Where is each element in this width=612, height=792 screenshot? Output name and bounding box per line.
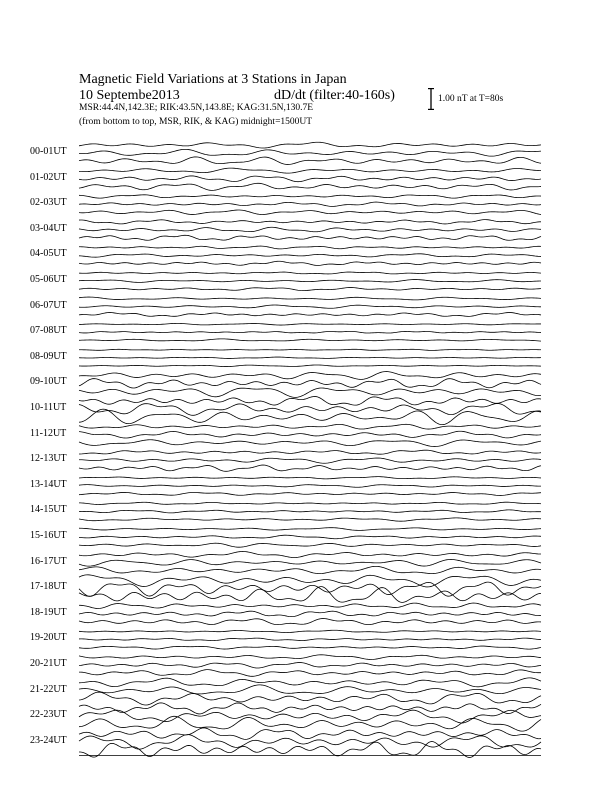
row-label-15-16UT: 15-16UT	[30, 530, 67, 541]
row-label-12-13UT: 12-13UT	[30, 453, 67, 465]
row-label-10-11UT: 10-11UT	[30, 402, 67, 413]
stations-label: MSR:44.4N,142.3E; RIK:43.5N,143.8E; KAG:31.5N,130.7E	[79, 103, 314, 113]
trace-RIK-08-09UT	[79, 357, 541, 358]
row-label-08-09UT: 08-09UT	[30, 350, 67, 362]
trace-RIK-16-17UT	[79, 559, 541, 566]
row-label-11-12UT: 11-12UT	[30, 427, 67, 439]
trace-KAG-02-03UT	[79, 210, 541, 214]
trace-MSR-20-21UT	[79, 655, 541, 660]
trace-RIK-23-24UT	[79, 735, 541, 750]
trace-MSR-14-15UT	[79, 502, 541, 504]
row-label-04-05UT: 04-05UT	[30, 248, 67, 260]
trace-RIK-05-06UT	[79, 280, 541, 283]
trace-RIK-09-10UT	[79, 379, 541, 388]
trace-MSR-11-12UT	[79, 424, 541, 429]
trace-KAG-03-04UT	[79, 235, 541, 240]
trace-MSR-03-04UT	[79, 220, 541, 224]
chart-title: Magnetic Field Variations at 3 Stations in Japan	[79, 72, 347, 87]
trace-RIK-07-08UT	[79, 331, 541, 333]
trace-KAG-16-17UT	[79, 566, 541, 573]
trace-KAG-00-01UT	[79, 157, 541, 165]
trace-MSR-06-07UT	[79, 297, 541, 300]
trace-RIK-10-11UT	[79, 404, 541, 416]
trace-MSR-13-14UT	[79, 477, 541, 479]
trace-MSR-19-20UT	[79, 630, 541, 632]
trace-MSR-00-01UT	[79, 142, 541, 148]
trace-MSR-17-18UT	[79, 575, 541, 587]
row-label-09-10UT: 09-10UT	[30, 376, 67, 388]
trace-MSR-12-13UT	[79, 450, 541, 454]
row-label-14-15UT: 14-15UT	[30, 504, 67, 516]
trace-MSR-23-24UT	[79, 728, 541, 739]
trace-KAG-08-09UT	[79, 365, 541, 367]
trace-KAG-12-13UT	[79, 465, 541, 471]
trace-MSR-16-17UT	[79, 551, 541, 557]
trace-RIK-19-20UT	[79, 638, 541, 641]
trace-MSR-04-05UT	[79, 246, 541, 249]
row-label-23-24UT: 23-24UT	[30, 734, 67, 746]
trace-MSR-01-02UT	[79, 168, 541, 173]
row-label-13-14UT: 13-14UT	[30, 478, 67, 490]
trace-MSR-15-16UT	[79, 528, 541, 531]
trace-RIK-13-14UT	[79, 485, 541, 488]
trace-RIK-17-18UT	[79, 582, 541, 596]
trace-KAG-15-16UT	[79, 543, 541, 547]
row-label-18-19UT: 18-19UT	[30, 606, 67, 618]
trace-MSR-07-08UT	[79, 323, 541, 325]
row-label-22-23UT: 22-23UT	[30, 709, 67, 721]
trace-MSR-18-19UT	[79, 603, 541, 608]
trace-KAG-11-12UT	[79, 440, 541, 447]
trace-MSR-09-10UT	[79, 372, 541, 380]
trace-MSR-02-03UT	[79, 195, 541, 198]
trace-RIK-06-07UT	[79, 305, 541, 308]
row-label-07-08UT: 07-08UT	[30, 325, 67, 337]
row-label-00-01UT: 00-01UT	[30, 146, 67, 157]
row-label-21-22UT: 21-22UT	[30, 683, 67, 695]
trace-RIK-18-19UT	[79, 611, 541, 617]
trace-RIK-02-03UT	[79, 202, 541, 206]
trace-KAG-10-11UT	[79, 409, 541, 424]
row-label-02-03UT: 02-03UT	[30, 197, 67, 209]
trace-RIK-20-21UT	[79, 663, 541, 669]
row-label-01-02UT: 01-02UT	[30, 171, 67, 183]
station-order-note: (from bottom to top, MSR, RIK, & KAG) midnight=1500UT	[79, 117, 313, 127]
row-label-03-04UT: 03-04UT	[30, 222, 67, 234]
trace-MSR-21-22UT	[79, 678, 541, 687]
row-label-19-20UT: 19-20UT	[30, 632, 67, 644]
trace-MSR-05-06UT	[79, 272, 541, 274]
row-label-20-21UT: 20-21UT	[30, 658, 67, 669]
trace-KAG-18-19UT	[79, 619, 541, 625]
trace-RIK-04-05UT	[79, 254, 541, 257]
trace-RIK-22-23UT	[79, 710, 541, 723]
trace-KAG-07-08UT	[79, 339, 541, 341]
trace-RIK-14-15UT	[79, 510, 541, 513]
row-label-16-17UT: 16-17UT	[30, 555, 67, 567]
trace-KAG-22-23UT	[79, 716, 541, 731]
trace-RIK-11-12UT	[79, 431, 541, 438]
trace-KAG-09-10UT	[79, 388, 541, 397]
trace-KAG-14-15UT	[79, 518, 541, 521]
trace-RIK-03-04UT	[79, 227, 541, 232]
trace-RIK-12-13UT	[79, 458, 541, 463]
trace-KAG-06-07UT	[79, 313, 541, 317]
trace-KAG-19-20UT	[79, 646, 541, 649]
trace-KAG-04-05UT	[79, 261, 541, 265]
trace-KAG-17-18UT	[79, 587, 541, 603]
quantity-label: dD/dt (filter:40-160s)	[274, 88, 395, 103]
trace-MSR-08-09UT	[79, 349, 541, 350]
date-label: 10 Septembe2013	[79, 88, 180, 103]
trace-RIK-15-16UT	[79, 535, 541, 539]
row-label-05-06UT: 05-06UT	[30, 274, 67, 285]
row-label-17-18UT: 17-18UT	[30, 581, 67, 593]
trace-KAG-13-14UT	[79, 492, 541, 495]
row-label-06-07UT: 06-07UT	[30, 299, 67, 311]
trace-KAG-20-21UT	[79, 670, 541, 677]
trace-KAG-21-22UT	[79, 692, 541, 705]
trace-RIK-01-02UT	[79, 176, 541, 182]
scale-label: 1.00 nT at T=80s	[438, 94, 504, 104]
trace-KAG-01-02UT	[79, 183, 541, 190]
trace-RIK-00-01UT	[79, 149, 541, 156]
trace-KAG-05-06UT	[79, 288, 541, 291]
